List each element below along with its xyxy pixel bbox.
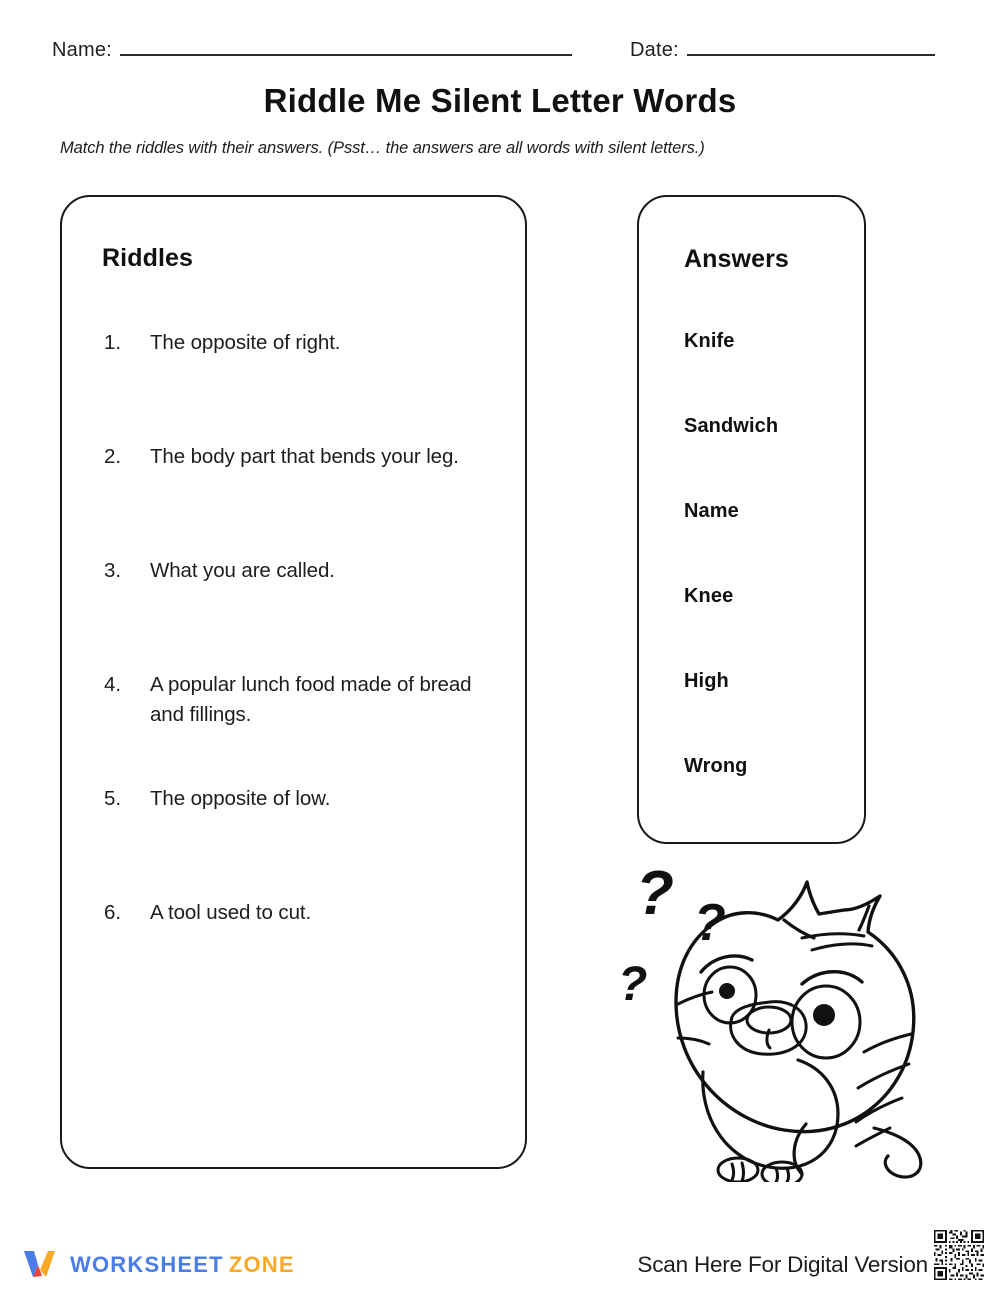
brand-name-primary: WORKSHEET: [70, 1252, 224, 1277]
riddle-text: The body part that bends your leg.: [150, 445, 459, 468]
header-fields: [0, 34, 1000, 68]
answers-heading: Answers: [684, 245, 789, 273]
answers-panel: [637, 195, 866, 844]
logo-mark-icon: [22, 1248, 62, 1282]
worksheet-zone-logo[interactable]: [22, 1248, 295, 1282]
question-mark-icon: ?: [694, 894, 726, 952]
page-title: Riddle Me Silent Letter Words: [263, 82, 737, 119]
scan-instruction-text: Scan Here For Digital Version: [637, 1252, 928, 1277]
list-item[interactable]: [104, 556, 504, 670]
name-label: Name:: [52, 39, 112, 61]
list-item[interactable]: Knee: [684, 585, 734, 607]
riddle-number: 6.: [104, 901, 122, 924]
riddle-text: What you are called.: [150, 559, 335, 582]
riddle-number: 4.: [104, 673, 122, 696]
riddle-text: The opposite of right.: [150, 331, 341, 354]
riddles-panel: [60, 195, 527, 1169]
list-item[interactable]: Knife: [684, 330, 735, 352]
date-label: Date:: [630, 39, 679, 61]
list-item[interactable]: [104, 898, 504, 1012]
riddle-number: 1.: [104, 331, 122, 354]
brand-name-secondary: ZONE: [228, 1252, 295, 1277]
cat-pupil-left: [719, 983, 735, 999]
riddles-list: [104, 328, 504, 1012]
riddle-text: A tool used to cut.: [150, 901, 312, 924]
name-field[interactable]: [52, 34, 572, 62]
qr-code[interactable]: [932, 1228, 986, 1282]
riddle-number: 5.: [104, 787, 122, 810]
list-item[interactable]: [104, 670, 504, 784]
riddle-text: The opposite of low.: [150, 787, 331, 810]
footer: [0, 1230, 1000, 1294]
list-item[interactable]: High: [684, 670, 729, 692]
riddle-number: 3.: [104, 559, 122, 582]
name-write-line[interactable]: [120, 34, 572, 56]
list-item[interactable]: [104, 442, 504, 556]
list-item[interactable]: Name: [684, 500, 739, 522]
question-mark-icon: ?: [636, 859, 674, 928]
list-item[interactable]: [104, 328, 504, 442]
riddles-heading: Riddles: [102, 244, 193, 272]
list-item[interactable]: Sandwich: [684, 415, 779, 437]
riddle-text: A popular lunch food made of bread and fillings.: [150, 673, 472, 726]
riddle-number: 2.: [104, 445, 122, 468]
list-item[interactable]: [104, 784, 504, 898]
page-subtitle: Match the riddles with their answers. (Psst… the answers are all words with silent letters.): [60, 139, 705, 157]
date-field[interactable]: [630, 34, 935, 62]
list-item[interactable]: Wrong: [684, 755, 748, 777]
cat-pupil-right: [813, 1004, 835, 1026]
answers-list: [684, 330, 859, 840]
question-mark-group: [618, 859, 726, 1011]
date-write-line[interactable]: [687, 34, 935, 56]
thinking-cat-illustration: [606, 852, 952, 1182]
question-mark-icon: ?: [618, 958, 648, 1011]
